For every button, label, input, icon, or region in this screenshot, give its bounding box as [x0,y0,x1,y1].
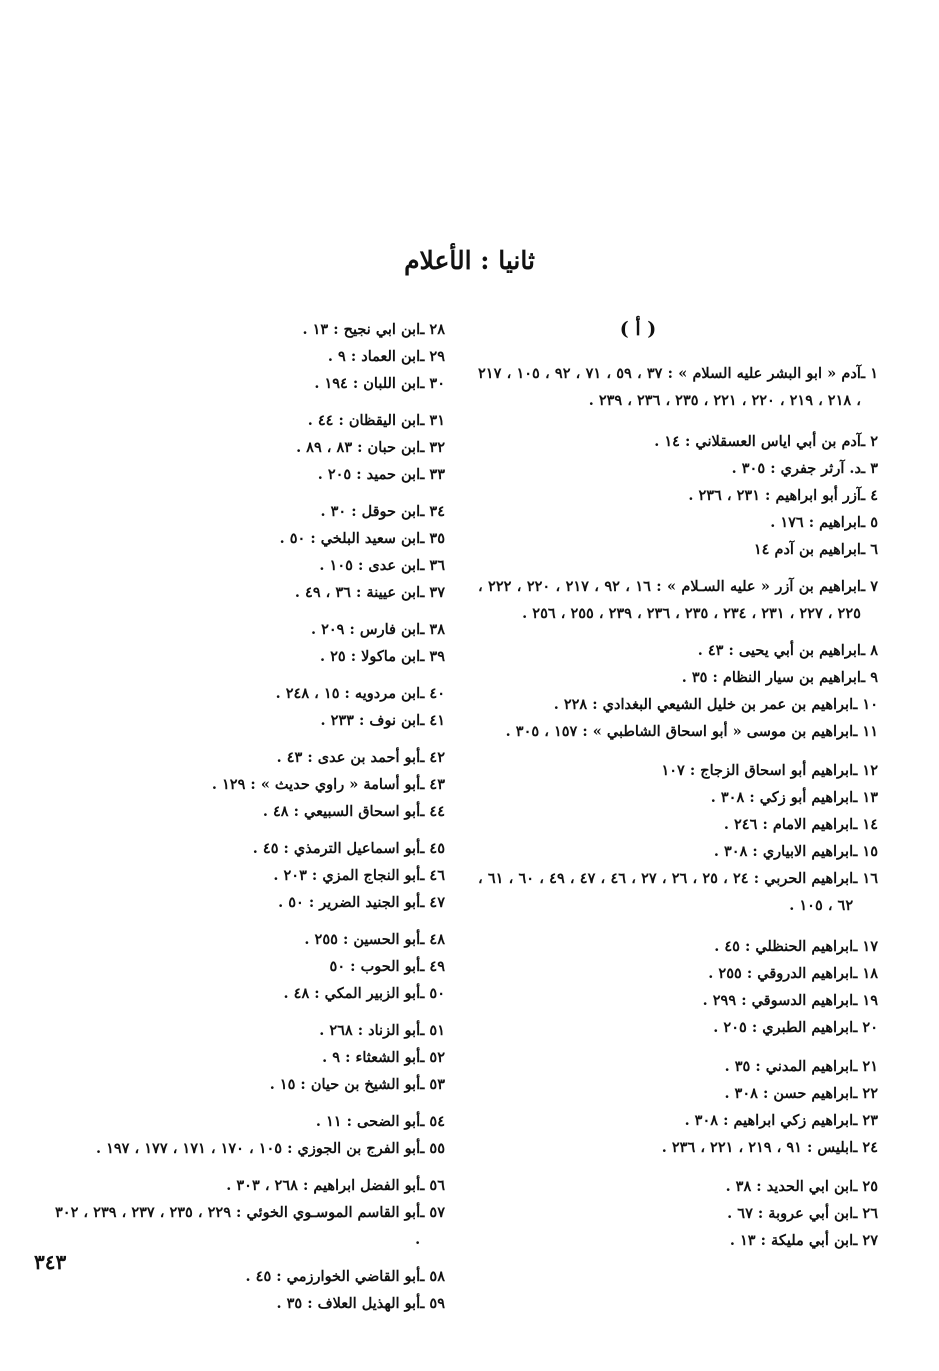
entry-number: ٢٧ ـ [853,1232,878,1249]
index-entry [478,509,878,536]
entry-text: أبو أسامة « راوي حديث » : ١٢٩ . [211,776,421,793]
entry-text: ابن العماد : ٩ . [327,348,421,365]
index-entry [478,718,878,745]
entry-number: ١٦ ـ [853,870,878,887]
entry-text: آدم « ابو البشر عليه السلام » : ٣٧ ، ٥٩ ، ٧١ ، ٩٢ ، ١٠٥ ، ٢١٧ ، ٢١٨ ، ٢١٩ ، ٢٢٠ ، ٢٢١ ، ٢٣٥ ، ٢٣٦ ، ٢٣٩ . [478,365,861,409]
entry-text: أبو الزبير المكي : ٤٨ . [283,985,421,1002]
entry-text: د. آرثر جفري : ٣٠٥ . [731,460,861,477]
entry-text: أبو القاسم الموسـوي الخوئي : ٢٢٩ ، ٢٣٥ ، ٢٣٧ ، ٢٣٩ ، ٣٠٢ . [55,1204,421,1248]
index-entry [478,637,878,664]
index-entry [55,643,445,670]
entry-number: ٥٣ ـ [420,1076,445,1093]
entry-text: ابراهيم الدروقي : ٢٥٥ . [708,965,854,982]
page-title: ثانيا : الأعلام [404,246,535,275]
entry-text: ابراهيم بن عمر بن خليل الشيعي البغدادي : ٢٢٨ . [553,696,854,713]
index-entry [55,461,445,488]
entry-text: أبو الضحى : ١١ . [315,1113,421,1130]
index-entry [55,707,445,734]
entry-text: ابراهيم الدسوقي : ٢٩٩ . [702,992,854,1009]
index-entry [478,933,878,960]
index-entry [478,1173,878,1200]
index-entry [55,980,445,1007]
entry-number: ١١ ـ [853,723,878,740]
entry-number: ٣٧ ـ [420,584,445,601]
index-entry [478,1227,878,1254]
entry-number: ٣٩ ـ [420,648,445,665]
entry-text: أبو الحوب : ٥٠ [329,958,421,975]
index-entry [478,1014,878,1041]
index-entry [55,680,445,707]
index-entry [55,744,445,771]
entry-number: ٣ ـ [860,460,878,477]
entry-number: ٢٥ ـ [853,1178,878,1195]
index-entry [55,498,445,525]
index-entry [55,343,445,370]
entry-number: ٥٧ ـ [420,1204,445,1221]
entry-text: ابن اللبان : ١٩٤ . [314,375,421,392]
entry-text: ابن أبي عروبة : ٦٧ . [727,1205,854,1222]
entry-number: ٥٩ ـ [420,1295,445,1312]
index-column-right [478,316,878,1254]
entry-text: ابن مردويه : ١٥ ، ٢٤٨ . [275,685,421,702]
entry-number: ٥ ـ [860,514,878,531]
entry-number: ١٧ ـ [853,938,878,955]
index-column-left [55,316,445,1317]
entry-number: ١ ـ [860,365,878,382]
entry-number: ٦ ـ [860,541,878,558]
index-entry [55,370,445,397]
entry-number: ٥٥ ـ [420,1140,445,1157]
entry-number: ١٨ ـ [853,965,878,982]
entry-text: ابراهيم المدني : ٣٥ . [724,1058,854,1075]
index-entry [55,616,445,643]
entry-number: ٨ ـ [860,642,878,659]
index-entry [478,482,878,509]
index-entry [478,987,878,1014]
entry-text: أبو القاضي الخوارزمي : ٤٥ . [245,1268,421,1285]
entry-text: ابن حبان : ٨٣ ، ٨٩ . [296,439,421,456]
entry-text: أبو اسماعيل الترمذي : ٤٥ . [252,840,421,857]
index-entry [478,1053,878,1080]
index-entry [478,1080,878,1107]
entry-number: ٢ ـ [860,433,878,450]
entry-text: ابراهيم زكي ابراهيم : ٣٠٨ . [684,1112,854,1129]
index-entry [478,960,878,987]
index-entry [55,407,445,434]
entry-number: ٢٦ ـ [853,1205,878,1222]
entry-text: ابراهيم بن سيار النظام : ٣٥ . [681,669,861,686]
index-entry [55,579,445,606]
entry-text: ابراهيم الطبري : ٢٠٥ . [713,1019,854,1036]
entry-text: ابراهيم حسن : ٣٠٨ . [724,1085,854,1102]
index-entry [55,1199,445,1253]
entry-number: ٣٢ ـ [420,439,445,456]
index-entry [478,811,878,838]
index-entry [55,926,445,953]
index-entry [478,536,878,563]
entry-number: ١٤ ـ [853,816,878,833]
entry-number: ٣١ ـ [420,412,445,429]
entry-number: ١٣ ـ [853,789,878,806]
entry-number: ٢٢ ـ [853,1085,878,1102]
entry-number: ٣٠ ـ [420,375,445,392]
index-entry [478,838,878,865]
index-entry [55,1263,445,1290]
entry-text: ابن ابي الحديد : ٣٨ . [725,1178,854,1195]
index-entry [478,664,878,691]
entry-text: ابراهيم أبو زكي : ٣٠٨ . [710,789,854,806]
entry-number: ٥٦ ـ [420,1177,445,1194]
index-entry [55,1017,445,1044]
index-entry [478,455,878,482]
entry-number: ٢٣ ـ [853,1112,878,1129]
entry-text: ابراهيم بن أبي يحيى : ٤٣ . [697,642,861,659]
entry-number: ٧ ـ [860,578,878,595]
entry-text: أبو اسحاق السبيعي : ٤٨ . [262,803,421,820]
index-entry [55,316,445,343]
entry-text: ابن حميد : ٢٠٥ . [317,466,421,483]
entry-number: ١٠ ـ [853,696,878,713]
entry-number: ٤٢ ـ [420,749,445,766]
entry-text: ابن فارس : ٢٠٩ . [310,621,421,638]
entry-number: ٣٦ ـ [420,557,445,574]
index-entry [55,862,445,889]
entry-text: أبو الفرج بن الجوزي : ١٠٥ ، ١٧٠ ، ١٧١ ، ١٧٧ ، ١٩٧ . [96,1140,421,1157]
entry-number: ٤٣ ـ [420,776,445,793]
entry-text: ابن حوقل : ٣٠ . [320,503,421,520]
entry-text: أبو أحمد بن عدى : ٤٣ . [276,749,421,766]
index-entry [55,1135,445,1162]
index-entry [55,798,445,825]
entry-number: ٥٨ ـ [420,1268,445,1285]
entry-text: ابراهيم أبو اسحاق الزجاج : ١٠٧ [661,762,854,779]
entry-text: ابن أبي مليكة : ١٣ . [729,1232,854,1249]
index-entry [478,1200,878,1227]
entry-number: ٤٥ ـ [420,840,445,857]
entry-number: ٥١ ـ [420,1022,445,1039]
entry-number: ٢١ ـ [853,1058,878,1075]
entry-number: ٣٨ ـ [420,621,445,638]
index-entry [55,434,445,461]
entry-number: ٣٣ ـ [420,466,445,483]
entry-number: ٥٠ ـ [420,985,445,1002]
index-entry [55,525,445,552]
entry-number: ٩ ـ [860,669,878,686]
entry-number: ٣٤ ـ [420,503,445,520]
entry-text: ابن سعيد البلخي : ٥٠ . [279,530,421,547]
index-entry [55,1290,445,1317]
index-entry [478,1134,878,1161]
entry-text: آدم بن أبي اياس العسقلاني : ١٤ . [654,433,861,450]
entry-text: أبو الشيخ بن حيان : ١٥ . [269,1076,421,1093]
entry-text: ابن ابي نجيح : ١٣ . [302,321,421,338]
entry-text: ابن عيينة : ٣٦ ، ٤٩ . [294,584,421,601]
index-entry [478,757,878,784]
entry-text: أبو الهذيل العلاف : ٣٥ . [276,1295,421,1312]
entry-text: ابليس : ٩١ ، ٢١٩ ، ٢٢١ ، ٢٣٦ . [661,1139,854,1156]
entry-number: ٤٤ ـ [420,803,445,820]
entry-number: ٢٩ ـ [420,348,445,365]
index-entry [478,865,878,919]
entry-text: ابراهيم : ١٧٦ . [770,514,861,531]
entry-number: ٤ ـ [860,487,878,504]
entry-text: أبو النجاج المزي : ٢٠٣ . [273,867,421,884]
entry-text: ابن عدى : ١٠٥ . [319,557,421,574]
entry-text: أبو الشعثاء : ٩ . [322,1049,421,1066]
entry-text: ابراهيم بن آدم ١٤ [753,541,861,558]
entry-text: ابراهيم بن آزر « عليه السـلام » : ١٦ ، ٩٢ ، ٢١٧ ، ٢٢٠ ، ٢٢٢ ، ٢٢٥ ، ٢٢٧ ، ٢٣١ ، ٢٣٤ ، ٢٣٥ ، ٢٣٦ ، ٢٣٩ ، ٢٥٥ ، ٢٥٦ . [478,578,861,622]
index-entry [478,1107,878,1134]
entry-number: ٤٦ ـ [420,867,445,884]
index-entry [55,953,445,980]
entry-number: ١٩ ـ [853,992,878,1009]
entry-number: ٢٤ ـ [853,1139,878,1156]
entry-text: أبو الزناد : ٢٦٨ . [319,1022,421,1039]
entry-text: ابراهيم الحربي : ٢٤ ، ٢٥ ، ٢٦ ، ٢٧ ، ٤٦ ، ٤٧ ، ٤٩ ، ٦٠ ، ٦١ ، ٦٢ ، ١٠٥ . [478,870,854,914]
index-entry [55,1044,445,1071]
index-entry [478,360,878,414]
index-entry [55,835,445,862]
entry-text: ابراهيم بن موسى « أبو اسحاق الشاطبي » : ١٥٧ ، ٣٠٥ . [505,723,854,740]
entry-text: ابراهيم الامام : ٢٤٦ . [723,816,854,833]
index-entry [55,889,445,916]
entry-text: ابراهيم الابياري : ٣٠٨ . [713,843,854,860]
index-entry [55,1108,445,1135]
entry-text: أبو الفضل ابراهيم : ٢٦٨ ، ٣٠٣ . [226,1177,421,1194]
entry-number: ١٢ ـ [853,762,878,779]
entry-text: أبو الجنيد الضرير : ٥٠ . [278,894,421,911]
entry-text: آزر أبو ابراهيم : ٢٣١ ، ٢٣٦ . [688,487,861,504]
entry-number: ٣٥ ـ [420,530,445,547]
index-entry [55,552,445,579]
index-entry [55,1172,445,1199]
entry-number: ٥٢ ـ [420,1049,445,1066]
index-entry [55,1071,445,1098]
entry-number: ٢٠ ـ [853,1019,878,1036]
entry-text: ابراهيم الحنظلي : ٤٥ . [714,938,854,955]
entry-text: ابن نوف : ٢٣٣ . [320,712,421,729]
index-entry [478,784,878,811]
entry-text: أبو الحسين : ٢٥٥ . [304,931,421,948]
entry-number: ٤١ ـ [420,712,445,729]
section-letter: ( أ ) [619,318,657,340]
index-entry [478,428,878,455]
index-entry [478,573,878,627]
entry-text: ابن اليقظان : ٤٤ . [307,412,421,429]
entry-number: ٤٧ ـ [420,894,445,911]
index-entry [55,771,445,798]
entry-number: ٥٤ ـ [420,1113,445,1130]
index-entry [478,691,878,718]
entry-number: ٤٨ ـ [420,931,445,948]
entry-number: ١٥ ـ [853,843,878,860]
page-number: ٣٤٣ [34,1250,67,1274]
entry-number: ٤٠ ـ [420,685,445,702]
entry-text: ابن ماكولا : ٢٥ . [319,648,421,665]
entry-number: ٤٩ ـ [420,958,445,975]
entry-number: ٢٨ ـ [420,321,445,338]
